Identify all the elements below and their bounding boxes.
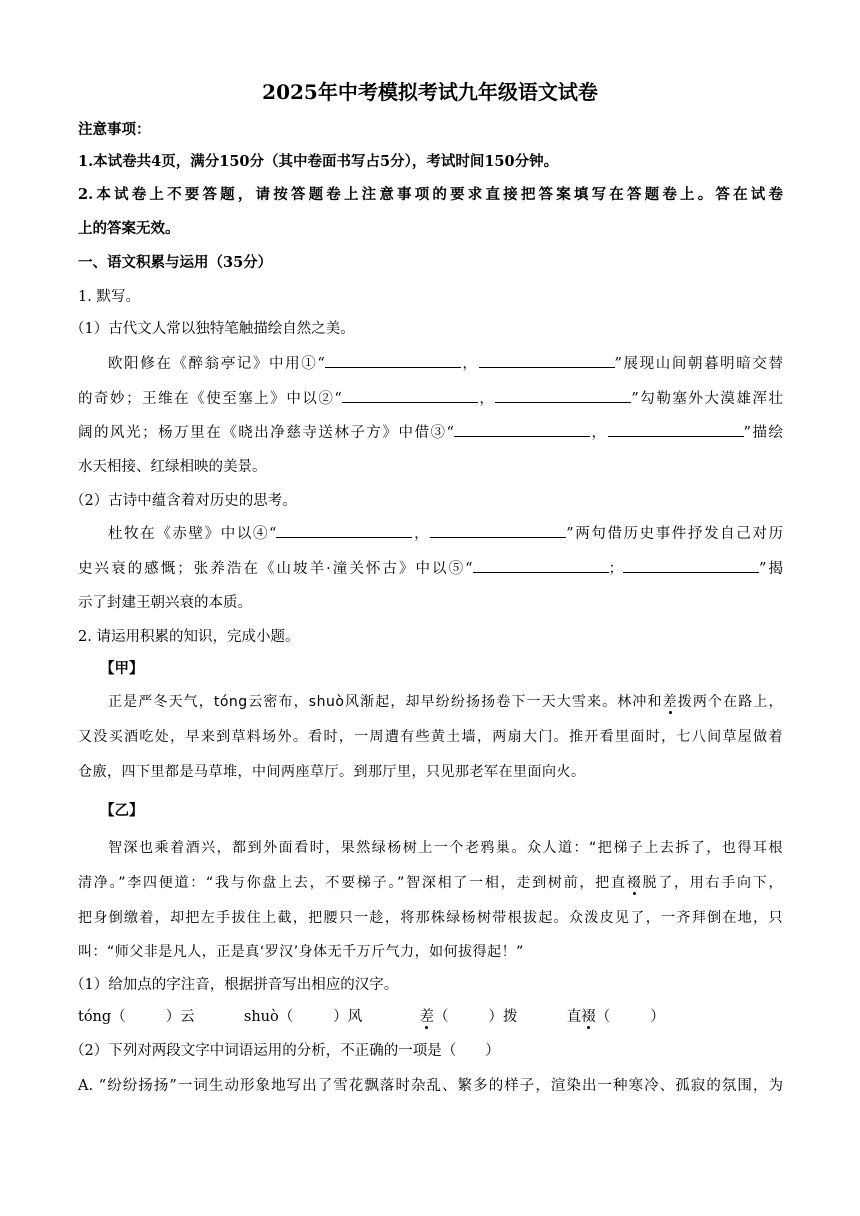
pinyin-text: ） — [650, 1009, 665, 1025]
yi-text: 脱了，用右手向下， — [642, 875, 784, 891]
answer-blank[interactable] — [473, 559, 609, 573]
q1-passage-line: 示了封建王朝兴衰的本质。 — [78, 595, 252, 611]
q1-text: 阔的风光；杨万里在《晓出净慈寺送林子方》中借③“ — [78, 425, 454, 441]
pinyin-text: tóng（ — [78, 1009, 126, 1025]
pinyin-text: 直 — [566, 1009, 582, 1025]
q1-passage-line: 水天相接、红绿相映的美景。 — [78, 459, 267, 475]
passage-yi-line — [78, 873, 783, 893]
notice-item-2-cont: 上的答案无效。 — [78, 220, 180, 237]
q1-text: ”两句借历史事件抒发自己对历 — [566, 526, 783, 542]
q1-passage-line — [108, 354, 783, 374]
dotted-char: 裰 — [626, 875, 643, 891]
q1-text: ”描绘 — [743, 425, 784, 441]
pinyin-text: （ — [433, 1009, 449, 1025]
q1-comma: ， — [412, 526, 431, 542]
yi-text: 清净。”李四便道：“我与你盘上去，不要梯子。”智深相了一相，走到树前，把直 — [78, 875, 627, 891]
answer-blank[interactable] — [454, 423, 590, 437]
passage-jia-line: 仓廒，四下里都是马草堆，中间两座草厅。到那厅里，只见那老军在里面向火。 — [78, 764, 586, 780]
q1-comma: ， — [460, 356, 479, 372]
q1-text: 史兴衰的感慨；张养浩在《山坡羊·潼关怀古》中以⑤“ — [78, 561, 473, 577]
option-a[interactable]: A. “纷纷扬扬”一词生动形象地写出了雪花飘落时杂乱、繁多的样子，渲染出一种寒冷、孤寂的氛围，为 — [78, 1078, 783, 1094]
q1-comma: ， — [477, 391, 496, 407]
question-2-sub-2: （2）下列对两段文字中词语运用的分析，不正确的一项是（ ） — [70, 1043, 500, 1059]
jia-text: 拨两个在路上， — [677, 694, 784, 710]
q1-passage-line — [108, 524, 783, 544]
q1-text: ”揭 — [759, 561, 783, 577]
question-2-stem: 2. 请运用积累的知识，完成小题。 — [78, 629, 300, 645]
dotted-char: 差 — [419, 1009, 434, 1025]
q1-text: 欧阳修在《醉翁亭记》中用①“ — [108, 356, 325, 372]
passage-yi-line: 智深也乘着酒兴，都到外面看时，果然绿杨树上一个老鸦巢。众人道：“把梯子上去拆了，也得耳根 — [108, 840, 783, 856]
passage-yi-line: 把身倒缴着，却把左手拔住上截，把腰只一趁，将那株绿杨树带根拔起。众泼皮见了，一齐拜倒在地，只 — [78, 910, 783, 926]
question-2-sub-1: （1）给加点的字注音，根据拼音写出相应的汉字。 — [70, 977, 399, 993]
q1-comma: ， — [589, 425, 608, 441]
answer-blank[interactable] — [608, 423, 744, 437]
passage-jia-line — [108, 692, 783, 712]
answer-blank[interactable] — [342, 389, 478, 403]
page-title: 2025年中考模拟考试九年级语文试卷 — [262, 80, 598, 104]
answer-blank[interactable] — [495, 389, 631, 403]
pinyin-text: shuò（ — [243, 1009, 294, 1025]
q1-text: 的奇妙；王维在《使至塞上》中以②“ — [78, 391, 342, 407]
answer-blank[interactable] — [325, 354, 461, 368]
pinyin-text: ）云 — [165, 1009, 195, 1025]
q1-text: ”勾勒塞外大漠雄浑壮 — [631, 391, 784, 407]
q1-text: 杜牧在《赤壁》中以④“ — [108, 526, 277, 542]
pinyin-row — [78, 1007, 783, 1027]
dotted-char: 裰 — [581, 1009, 596, 1025]
answer-blank[interactable] — [276, 524, 412, 538]
notice-item-1: 1.本试卷共4页，满分150分（其中卷面书写占5分），考试时间150分钟。 — [78, 153, 559, 170]
jia-text: 正是严冬天气，tóng云密布，shuò风渐起，却早纷纷扬扬卷下一天大雪来。林冲和 — [108, 694, 663, 710]
passage-yi-line: 叫：“师父非是凡人，正是真‘罗汉’身体无千万斤气力，如何拔得起！” — [78, 944, 524, 960]
notice-item-2: 2.本试卷上不要答题，请按答题卷上注意事项的要求直接把答案填写在答题卷上。答在试卷 — [78, 186, 783, 203]
passage-jia-line: 又没买酒吃处，早来到草料场外。看时，一周遭有些黄土墙，两扇大门。推开看里面时，七八间草屋做着 — [78, 729, 783, 745]
answer-blank[interactable] — [479, 354, 615, 368]
section-heading: 一、语文积累与运用（35分） — [78, 254, 273, 271]
dotted-char: 差 — [662, 694, 678, 710]
pinyin-text: ）拨 — [488, 1009, 518, 1025]
question-1-stem: 1. 默写。 — [78, 289, 140, 305]
answer-blank[interactable] — [430, 524, 566, 538]
question-1-sub-2: （2）古诗中蕴含着对历史的思考。 — [70, 493, 297, 509]
pinyin-text: （ — [595, 1009, 611, 1025]
passage-jia-label: 【甲】 — [100, 660, 144, 677]
q1-passage-line — [78, 559, 783, 579]
q1-passage-line — [78, 423, 783, 443]
pinyin-text: ）风 — [333, 1009, 363, 1025]
answer-blank[interactable] — [623, 559, 759, 573]
question-1-sub-1: （1）古代文人常以独特笔触描绘自然之美。 — [70, 321, 355, 337]
q1-semicolon: ； — [608, 561, 624, 577]
notice-heading: 注意事项： — [78, 121, 151, 138]
q1-passage-line — [78, 389, 783, 409]
passage-yi-label: 【乙】 — [100, 802, 144, 819]
q1-text: ”展现山间朝暮明暗交替 — [614, 356, 783, 372]
